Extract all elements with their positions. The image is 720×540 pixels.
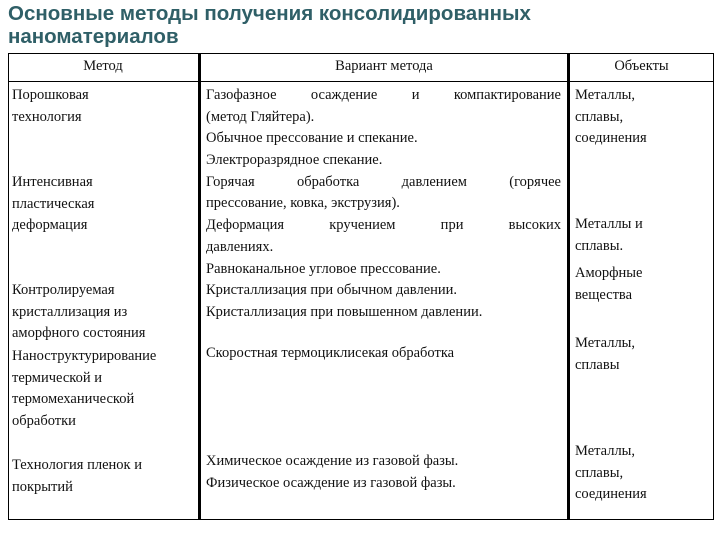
objects-text-line: сплавы.: [575, 237, 624, 254]
variant-cell-main: [206, 85, 561, 324]
variant-cell-deposition: [206, 451, 458, 494]
variant-text-line: Равноканальное угловое прессование.: [206, 260, 441, 277]
variant-text-line: (метод Гляйтера).: [206, 108, 315, 125]
objects-text-line: Металлы и: [575, 216, 643, 232]
objects-cell-3: [575, 263, 642, 306]
variant-cell-thermocycling: [206, 343, 454, 365]
header-separator: [8, 81, 714, 82]
table-right-border: [713, 53, 714, 520]
slide-title-line-1: Основные методы получения консолидированных: [8, 2, 531, 25]
method-text-line: покрытий: [12, 478, 73, 495]
variant-text-line: Кристаллизация при обычном давлении.: [206, 282, 458, 299]
objects-text-line: Металлы,: [575, 87, 636, 103]
objects-text-line: соединения: [575, 130, 647, 147]
header-objects: Объекты: [614, 58, 669, 74]
table-left-border: [8, 53, 9, 520]
table-bottom-border: [8, 519, 714, 520]
method-text-line: термической и: [12, 369, 102, 386]
header-method: Метод: [83, 58, 123, 74]
objects-text-line: Металлы,: [575, 335, 636, 351]
objects-text-line: вещества: [575, 286, 633, 303]
header-variant: Вариант метода: [335, 58, 433, 74]
method-cell-crystallization: [12, 280, 145, 345]
variant-text-line: Горячая обработка давлением (горячее: [206, 173, 561, 190]
objects-text-line: сплавы,: [575, 108, 624, 125]
objects-text-line: соединения: [575, 486, 647, 503]
objects-text-line: сплавы,: [575, 464, 624, 481]
objects-text-line: сплавы: [575, 356, 620, 373]
variant-text-line: Скоростная термоциклисекая обработка: [206, 345, 455, 361]
method-text-line: деформация: [12, 217, 88, 234]
slide-title: [8, 2, 713, 48]
objects-text-line: Металлы,: [575, 443, 636, 459]
variant-text-line: Газофазное осаждение и компактирование: [206, 87, 561, 103]
method-text-line: Наноструктурирование: [12, 348, 157, 364]
method-text-line: Порошковая: [12, 87, 89, 103]
objects-cell-2: [575, 214, 643, 257]
objects-cell-5: [575, 441, 647, 506]
slide-title-line-2: наноматериалов: [8, 25, 179, 48]
variant-text-line: давлениях.: [206, 238, 274, 255]
method-cell-films: [12, 455, 142, 498]
method-text-line: аморфного состояния: [12, 325, 146, 342]
method-text-line: технология: [12, 108, 82, 125]
method-text-line: обработки: [12, 413, 76, 430]
method-text-line: термомеханической: [12, 391, 135, 408]
method-text-line: Технология пленок и: [12, 457, 142, 473]
method-text-line: Контролируемая: [12, 282, 115, 298]
variant-text-line: Физическое осаждение из газовой фазы.: [206, 474, 456, 491]
objects-cell-4: [575, 333, 635, 376]
table-top-border: [8, 53, 714, 54]
variant-text-line: Химическое осаждение из газовой фазы.: [206, 453, 459, 469]
column-divider-2: [567, 53, 570, 520]
objects-text-line: Аморфные: [575, 265, 643, 281]
variant-text-line: Обычное прессование и спекание.: [206, 130, 418, 147]
objects-cell-1: [575, 85, 647, 150]
method-cell-powder: [12, 85, 89, 128]
method-text-line: Интенсивная: [12, 174, 93, 190]
variant-text-line: Кристаллизация при повышенном давлении.: [206, 303, 483, 320]
column-divider-1: [198, 53, 201, 520]
variant-text-line: прессование, ковка, экструзия).: [206, 195, 400, 212]
method-cell-plastic-deformation: [12, 172, 94, 237]
variant-text-line: Деформация кручением при высоких: [206, 217, 561, 234]
method-text-line: кристаллизация из: [12, 303, 128, 320]
variant-text-line: Электроразрядное спекание.: [206, 152, 383, 169]
method-text-line: пластическая: [12, 195, 95, 212]
method-cell-nanostructuring: [12, 346, 156, 433]
